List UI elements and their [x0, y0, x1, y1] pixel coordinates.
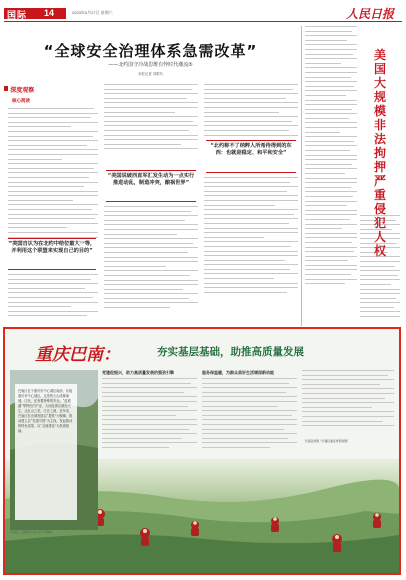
- section-tag: 深度观察: [10, 87, 35, 94]
- feature-column-head: 服务保温暖，为群众美好生活增添新动能: [202, 370, 274, 375]
- photo-caption: 巴南区二圣镇茶叶村内生产片基地。: [10, 530, 55, 534]
- pull-quote-rule: [106, 201, 196, 202]
- feature-column-1: [102, 378, 197, 458]
- feature-column-3: [302, 370, 394, 436]
- article-headline: “全球安全治理体系急需改革”: [43, 42, 258, 60]
- pull-quote-rule: [206, 140, 296, 141]
- pull-quote-rule: [8, 238, 96, 239]
- side-article-title-text: 美国大规模非法拘押严重侵犯人权: [373, 48, 386, 258]
- pull-quote: “美国说破西直军汇发生动为一点实行推进动乱，制造冲突，酿祸世界”: [107, 173, 195, 186]
- article-column-1-bottom: [8, 274, 98, 324]
- keyword-label: 核心阅读: [12, 99, 30, 104]
- header-rule: [4, 21, 402, 22]
- pull-quote-rule: [8, 269, 96, 270]
- article-subhead: ——北约国守冷战思维有悖时代潮流⑤: [108, 62, 193, 68]
- body-text-lines: [8, 108, 98, 246]
- side-article-text: [305, 26, 357, 326]
- feature-title: 重庆巴南：: [35, 345, 120, 365]
- feature-column-head: 党建促振兴，助力高质量发展的强劲引擎: [102, 370, 174, 375]
- side-article-title: [361, 48, 399, 258]
- pull-quote: “美国自认为在北约中给位最人一等，并利用这个联盟来实现自己的目的”: [8, 241, 96, 254]
- feature-column-2: [202, 378, 297, 458]
- article-column-3-bottom: [204, 177, 298, 324]
- feature-subtitle: 夯实基层基础，助推高质量发展: [157, 346, 304, 358]
- page-number: 14: [44, 8, 55, 18]
- issue-date: 2023年5月27日 星期六: [72, 10, 113, 15]
- section-name: 国际: [7, 10, 28, 20]
- newspaper-logo: 人民日报: [346, 7, 395, 21]
- pull-quote-rule: [206, 172, 296, 173]
- feature-quote: 巴南区位于重庆市中心城区南部，东接重庆市中心城区，这里的大山成都南城，江北，还有着特殊的安全。“蓝谱湖”等特色内产业，大雨及坡以就处大生，让红山之类，江北之源，近年来，巴南区在北城发展以“提供”为保障，推动建立以“党建引领”为主线，发起推动的特色成果，以“全面建设”为发展基础。: [18, 389, 73, 433]
- column-divider: [301, 26, 302, 326]
- pull-quote: “北约称不了纳粹人所希待得到的东西：也就是稳定、和平和安全”: [210, 143, 292, 156]
- photo-credit: 巴南区供图（巴南区委宣传部供图）: [305, 439, 350, 443]
- article-column-2-bottom: [104, 206, 198, 324]
- article-byline: 本报记者 刘歌代: [137, 72, 164, 76]
- pull-quote-rule: [106, 170, 196, 171]
- feature-section: [3, 327, 401, 575]
